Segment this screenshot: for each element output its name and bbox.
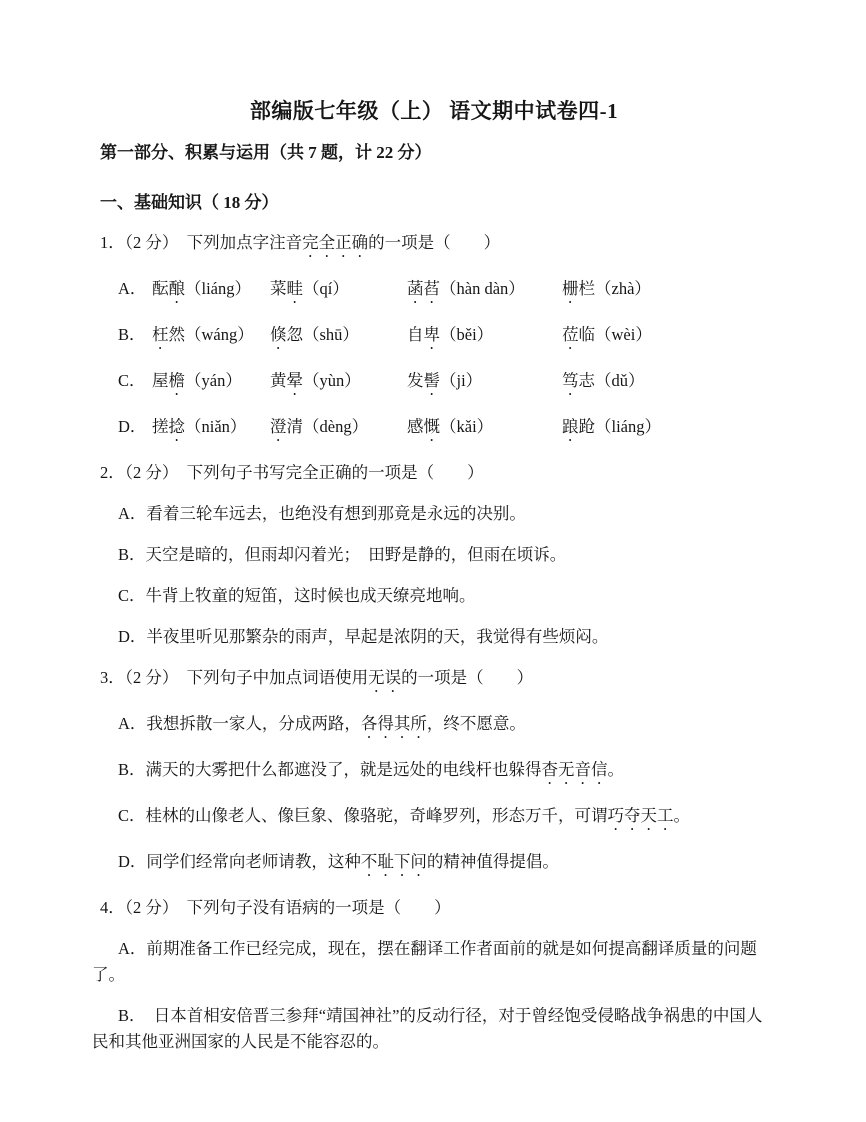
text-run: D．半夜里听见那繁杂的雨声，早起是浓阴的天，我觉得有些烦闷。 [118, 627, 609, 646]
word-item [562, 368, 645, 399]
text-run: 屋 [152, 371, 169, 390]
emphasized-text: 菡萏 [407, 279, 440, 298]
question-1 [92, 230, 776, 445]
text-run: （yán） [185, 371, 242, 390]
text-run: B．满天的大雾把什么都遮没了，就是远处的电线杆也躲得 [118, 760, 542, 779]
text-run: 跄（liáng） [578, 417, 661, 436]
text-run: 临（wèi） [578, 325, 652, 344]
text-run: 忽（shū） [286, 325, 359, 344]
text-run: 然（wáng） [168, 325, 254, 344]
word-item [270, 322, 407, 353]
text-run: （niǎn） [185, 417, 247, 436]
option-label: A． [118, 279, 147, 298]
text-run: 的精神值得提倡。 [426, 852, 559, 871]
question-4 [92, 895, 776, 1055]
question-1-option-b [92, 322, 776, 353]
option-label: B． [118, 325, 146, 344]
emphasized-text: 畦 [286, 279, 303, 298]
text-run: 4．（2 分） 下列句子没有语病的一项是（ ） [100, 898, 451, 917]
question-2-option-b [92, 542, 776, 568]
word-item [152, 322, 270, 353]
text-run: （qí） [303, 279, 349, 298]
text-run: （ji） [440, 371, 483, 390]
text-run: 栏（zhà） [578, 279, 651, 298]
question-4-stem [92, 895, 776, 921]
word-item [407, 368, 562, 399]
emphasized-text: 晕 [286, 371, 303, 390]
question-1-option-d [92, 414, 776, 445]
text-run: 志（dǔ） [578, 371, 645, 390]
word-item [407, 414, 562, 445]
text-run: A．看着三轮车远去，也绝没有想到那竟是永远的决别。 [118, 504, 526, 523]
text-run: 。 [673, 806, 691, 825]
part-heading: 第一部分、积累与运用（共 7 题，计 22 分） [100, 143, 432, 162]
text-run: 黄 [270, 371, 287, 390]
text-run: 酝 [152, 279, 169, 298]
emphasized-text: 卑 [423, 325, 440, 344]
text-run: A．我想拆散一家人，分成两路， [118, 714, 361, 733]
section-heading: 一、基础知识（ 18 分） [100, 193, 279, 212]
question-1-option-a [92, 276, 776, 307]
page-title: 部编版七年级（上） 语文期中试卷四-1 [249, 99, 619, 123]
questions [92, 230, 776, 1055]
text-run: （běi） [440, 325, 494, 344]
text-run: （liáng） [185, 279, 251, 298]
question-4-option-a [92, 936, 776, 988]
question-3-option-b [92, 757, 776, 788]
emphasized-text: 无误 [368, 668, 402, 687]
question-3 [92, 665, 776, 880]
text-run: A．前期准备工作已经完成，现在，摆在翻译工作者面前的就是如何提高翻译质量的问题了。 [92, 939, 757, 984]
question-2-stem [92, 460, 776, 486]
emphasized-text: 不耻下问 [360, 852, 427, 871]
text-run: 的一项是（ ） [401, 668, 534, 687]
text-run: ，终不愿意。 [426, 714, 526, 733]
emphasized-text: 髻 [423, 371, 440, 390]
question-1-option-c [92, 368, 776, 399]
word-item [270, 276, 407, 307]
question-2-option-a [92, 501, 776, 527]
text-run: 感 [407, 417, 424, 436]
emphasized-text: 各得其所 [360, 714, 427, 733]
option-label: C． [118, 371, 146, 390]
text-run: B．天空是暗的，但雨却闪着光； 田野是静的，但雨在顷诉。 [118, 545, 567, 564]
emphasized-text: 澄 [270, 417, 287, 436]
question-4-option-b [92, 1003, 776, 1055]
word-item [562, 414, 661, 445]
emphasized-text: 完全正确 [302, 233, 369, 252]
text-run: 1．（2 分） 下列加点字注音 [100, 233, 303, 252]
option-label: D． [118, 417, 147, 436]
word-item [152, 276, 270, 307]
question-2-option-c [92, 583, 776, 609]
text-run: 菜 [270, 279, 287, 298]
word-item [270, 368, 407, 399]
emphasized-text: 巧夺天工 [607, 806, 674, 825]
emphasized-text: 慨 [423, 417, 440, 436]
emphasized-text: 笃 [562, 371, 579, 390]
word-item [152, 368, 270, 399]
emphasized-text: 枉 [152, 325, 169, 344]
word-item [270, 414, 407, 445]
question-2-option-d [92, 624, 776, 650]
text-run: 2．（2 分） 下列句子书写完全正确的一项是（ ） [100, 463, 484, 482]
emphasized-text: 酿 [168, 279, 185, 298]
emphasized-text: 踉 [562, 417, 579, 436]
word-item [407, 276, 562, 307]
word-item [407, 322, 562, 353]
text-run: 搓 [152, 417, 169, 436]
text-run: 3．（2 分） 下列句子中加点词语使用 [100, 668, 369, 687]
text-run: B． 日本首相安倍晋三参拜“靖国神社”的反动行径，对于曾经饱受侵略战争祸患的中国人民和其他亚洲国家的人民是不能容忍的。 [92, 1006, 763, 1051]
emphasized-text: 捻 [168, 417, 185, 436]
text-run: C．牛背上牧童的短笛，这时候也成天缭亮地响。 [118, 586, 476, 605]
emphasized-text: 倏 [270, 325, 287, 344]
question-3-stem [92, 665, 776, 696]
emphasized-text: 栅 [562, 279, 579, 298]
word-item [562, 322, 652, 353]
question-3-option-d [92, 849, 776, 880]
text-run: D．同学们经常向老师请教，这种 [118, 852, 361, 871]
text-run: （hàn dàn） [440, 279, 525, 298]
text-run: 。 [607, 760, 625, 779]
text-run: 自 [407, 325, 424, 344]
text-run: 的一项是（ ） [368, 233, 501, 252]
emphasized-text: 莅 [562, 325, 579, 344]
question-3-option-a [92, 711, 776, 742]
text-run: C．桂林的山像老人、像巨象、像骆驼，奇峰罗列，形态万千，可谓 [118, 806, 608, 825]
text-run: 发 [407, 371, 424, 390]
text-run: 清（dèng） [286, 417, 369, 436]
emphasized-text: 杳无音信 [541, 760, 608, 779]
word-item [562, 276, 651, 307]
emphasized-text: 檐 [168, 371, 185, 390]
question-2 [92, 460, 776, 650]
text-run: （kǎi） [440, 417, 494, 436]
question-1-stem [92, 230, 776, 261]
text-run: （yùn） [303, 371, 361, 390]
question-3-option-c [92, 803, 776, 834]
word-item [152, 414, 270, 445]
